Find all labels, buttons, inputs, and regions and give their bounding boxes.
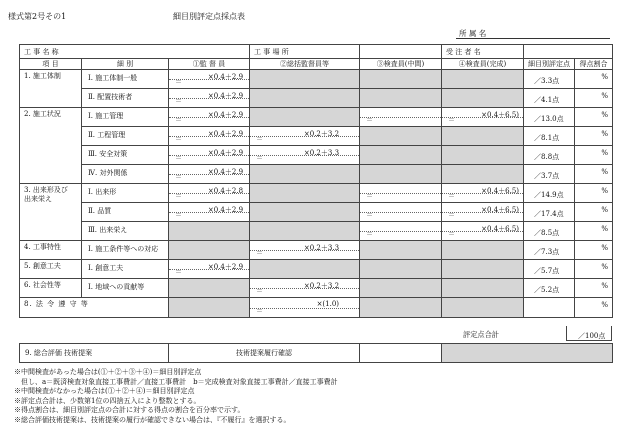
supervisor-equals: ＝ (175, 173, 182, 181)
supervisor-equals: ＝ (175, 154, 182, 162)
mid-equals: ＝ (366, 211, 374, 219)
score-ratio-cell[interactable] (575, 108, 613, 127)
detail-score-cell[interactable] (524, 260, 575, 279)
score-row (20, 89, 613, 108)
supervisor-cell[interactable] (169, 260, 250, 279)
general-line (250, 288, 359, 289)
supervisor-line (169, 136, 249, 137)
inspector-final-cell (442, 70, 524, 89)
sougo-select[interactable] (360, 344, 442, 363)
inspector-mid-cell (360, 241, 442, 260)
score-row (20, 298, 613, 318)
row-detail: Ⅱ. 配置技術者 (82, 89, 169, 108)
row-item: 1. 施工体制 (20, 70, 82, 108)
general-equals: ＝ (256, 135, 264, 143)
inspector-mid-cell (360, 279, 442, 298)
final-formula: ×0.4＋6.5) (481, 225, 520, 233)
general-supervisor-cell[interactable] (250, 298, 360, 318)
col-inspector-final: ④検査員(完成) (442, 59, 524, 70)
general-formula: ×0.2＋3.3 (303, 244, 340, 252)
info-row (20, 45, 613, 59)
percent-sign: % (601, 301, 609, 309)
note-line: ※中間検査があった場合は(①＋②＋③＋④)＝細目別評定点 (14, 368, 202, 376)
score-row (20, 222, 613, 241)
supervisor-line (169, 212, 249, 213)
supervisor-formula: ×0.4＋2.9 (207, 92, 244, 100)
mid-line (360, 117, 441, 118)
general-supervisor-cell (250, 222, 360, 241)
general-supervisor-cell (250, 89, 360, 108)
row-detail: Ⅲ. 安全対策 (82, 146, 169, 165)
supervisor-formula: ×0.4＋2.9 (207, 130, 244, 138)
inspector-final-cell (442, 89, 524, 108)
supervisor-cell[interactable] (169, 165, 250, 184)
general-equals: ＝ (256, 249, 264, 257)
supervisor-equals: ＝ (175, 116, 182, 124)
final-formula: ×0.4＋6.5) (481, 187, 520, 195)
supervisor-line (169, 269, 249, 270)
col-detail-score: 細目別評定点 (524, 59, 575, 70)
final-line (442, 193, 523, 194)
inspector-mid-cell[interactable] (360, 222, 442, 241)
row-detail: Ⅱ. 工程管理 (82, 127, 169, 146)
inspector-mid-cell[interactable] (360, 184, 442, 203)
note-line: ※評定点合計は、少数第1位の四捨五入により整数とする。 (14, 396, 201, 405)
final-formula: ×0.4＋6.5) (481, 206, 520, 214)
final-equals: ＝ (448, 116, 456, 124)
general-formula: ×0.2＋3.3 (303, 149, 340, 157)
general-supervisor-cell (250, 260, 360, 279)
score-ratio-cell[interactable] (575, 279, 613, 298)
general-supervisor-cell (250, 165, 360, 184)
general-supervisor-cell (250, 108, 360, 127)
note-line: ※得点割合は、細目別評定点の合計に対する得点の割合を百分率で示す。 (14, 406, 245, 414)
general-equals: ＝ (256, 287, 264, 295)
detail-score-unit: ／5.2点 (534, 286, 560, 294)
general-formula: ×0.2＋3.2 (303, 282, 340, 290)
detail-score-cell[interactable] (524, 241, 575, 260)
supervisor-line (169, 193, 249, 194)
row-detail: Ⅰ. 出来形 (82, 184, 169, 203)
percent-sign: % (601, 263, 609, 271)
score-ratio-cell[interactable] (575, 165, 613, 184)
supervisor-equals: ＝ (175, 135, 182, 143)
inspector-final-cell (442, 260, 524, 279)
col-item: 項 目 (20, 59, 82, 70)
inspector-final-cell[interactable] (442, 108, 524, 127)
mid-equals: ＝ (366, 230, 374, 238)
detail-score-unit: ／17.4点 (534, 210, 564, 218)
supervisor-equals: ＝ (175, 192, 182, 200)
supervisor-cell (169, 241, 250, 260)
row-item: 4. 工事特性 (20, 241, 82, 260)
score-ratio-cell[interactable] (575, 127, 613, 146)
row-item: 8. 法 令 遵 守 等 (20, 298, 169, 318)
score-ratio-cell[interactable] (575, 203, 613, 222)
inspector-final-cell[interactable] (442, 203, 524, 222)
inspector-final-cell (442, 298, 524, 318)
row-detail: Ⅰ. 施工体制一般 (82, 70, 169, 89)
score-row (20, 165, 613, 184)
percent-sign: % (601, 206, 609, 214)
supervisor-line (169, 174, 249, 175)
row-detail: Ⅰ. 地域への貢献等 (82, 279, 169, 298)
final-equals: ＝ (448, 230, 456, 238)
general-supervisor-cell (250, 70, 360, 89)
general-supervisor-cell[interactable] (250, 279, 360, 298)
supervisor-line (169, 79, 249, 80)
row-item: 5. 創意工夫 (20, 260, 82, 279)
row-detail: Ⅰ. 創意工夫 (82, 260, 169, 279)
detail-score-cell[interactable] (524, 203, 575, 222)
supervisor-cell[interactable] (169, 203, 250, 222)
detail-score-cell[interactable] (524, 70, 575, 89)
supervisor-cell[interactable] (169, 89, 250, 108)
detail-score-unit: ／4.1点 (534, 96, 560, 104)
supervisor-formula: ×0.4＋2.9 (207, 263, 244, 271)
score-ratio-cell[interactable] (575, 298, 613, 318)
detail-score-cell[interactable] (524, 298, 575, 318)
site-label: 工 事 場 所 (254, 47, 289, 56)
row-item: 6. 社会性等 (20, 279, 82, 298)
inspector-final-cell (442, 279, 524, 298)
score-row (20, 203, 613, 222)
supervisor-formula: ×0.4＋2.9 (207, 168, 244, 176)
score-ratio-cell[interactable] (575, 222, 613, 241)
inspector-final-cell[interactable] (442, 222, 524, 241)
inspector-final-cell (442, 165, 524, 184)
percent-sign: % (601, 225, 609, 233)
supervisor-formula: ×0.4＋2.9 (207, 111, 244, 119)
page-title: 細目別評定点採点表 (173, 12, 245, 21)
final-line (442, 212, 523, 213)
supervisor-formula: ×0.4＋2.9 (207, 149, 244, 157)
supervisor-cell[interactable] (169, 184, 250, 203)
detail-score-cell[interactable] (524, 222, 575, 241)
general-formula: ×0.2＋3.2 (303, 130, 340, 138)
general-equals: ＝ (256, 307, 264, 315)
supervisor-equals: ＝ (175, 268, 182, 276)
detail-score-unit: ／8.5点 (534, 229, 560, 237)
inspector-mid-cell[interactable] (360, 203, 442, 222)
detail-score-unit: ／8.8点 (534, 153, 560, 161)
percent-sign: % (601, 187, 609, 195)
detail-score-cell[interactable] (524, 146, 575, 165)
general-supervisor-cell (250, 184, 360, 203)
general-line (250, 155, 359, 156)
supervisor-cell[interactable] (169, 127, 250, 146)
detail-score-unit: ／8.1点 (534, 134, 560, 142)
detail-score-cell[interactable] (524, 108, 575, 127)
col-score-ratio: 得点割合 (575, 59, 613, 70)
row-detail: Ⅰ. 施工管理 (82, 108, 169, 127)
inspector-mid-cell (360, 89, 442, 108)
col-inspector-mid: ③検査員(中間) (360, 59, 442, 70)
score-row (20, 184, 613, 203)
general-equals: ＝ (256, 154, 264, 162)
score-row (20, 127, 613, 146)
supervisor-cell[interactable] (169, 70, 250, 89)
detail-score-unit: ／3.7点 (534, 172, 560, 180)
score-table (19, 44, 613, 318)
inspector-mid-cell (360, 165, 442, 184)
percent-sign: % (601, 244, 609, 252)
mid-line (360, 193, 441, 194)
mid-line (360, 231, 441, 232)
inspector-final-cell (442, 146, 524, 165)
general-line (250, 308, 359, 309)
column-header-row (20, 59, 613, 70)
score-ratio-cell[interactable] (575, 89, 613, 108)
sougo-blank (442, 344, 613, 363)
col-detail: 細 別 (82, 59, 169, 70)
note-line: ※中間検査がなかった場合は(①＋②＋④)＝細目別評定点 (14, 387, 195, 395)
general-line (250, 250, 359, 251)
score-ratio-cell[interactable] (575, 260, 613, 279)
project-name-label: 工 事 名 称 (24, 47, 59, 56)
row-detail: Ⅰ. 施工条件等への対応 (82, 241, 169, 260)
mid-line (360, 212, 441, 213)
detail-score-unit: ／5.7点 (534, 267, 560, 275)
row-item: 2. 施工状況 (20, 108, 82, 184)
percent-sign: % (601, 130, 609, 138)
sougo-label: 9. 総合評価 技術提案 (25, 349, 93, 357)
form-number: 様式第2号その1 (8, 12, 67, 21)
general-supervisor-cell[interactable] (250, 146, 360, 165)
detail-score-cell[interactable] (524, 89, 575, 108)
inspector-mid-cell (360, 298, 442, 318)
row-detail: Ⅱ. 品質 (82, 203, 169, 222)
detail-score-unit: ／7.3点 (534, 248, 560, 256)
score-ratio-cell[interactable] (575, 70, 613, 89)
inspector-final-cell (442, 127, 524, 146)
final-equals: ＝ (448, 192, 456, 200)
general-formula: ×(1.0) (316, 300, 340, 308)
notes (14, 368, 338, 425)
supervisor-formula: ×0.4＋2.9 (207, 206, 244, 214)
supervisor-cell (169, 222, 250, 241)
score-row (20, 279, 613, 298)
supervisor-line (169, 155, 249, 156)
score-ratio-cell[interactable] (575, 184, 613, 203)
inspector-mid-cell (360, 146, 442, 165)
row-detail: Ⅲ. 出来栄え (82, 222, 169, 241)
inspector-mid-cell (360, 127, 442, 146)
general-supervisor-cell (250, 203, 360, 222)
supervisor-equals: ＝ (175, 78, 182, 86)
total-unit: ／100点 (578, 332, 606, 340)
mid-equals: ＝ (366, 116, 374, 124)
percent-sign: % (601, 168, 609, 176)
supervisor-formula: ×0.4＋2.8 (207, 187, 244, 195)
inspector-mid-cell[interactable] (360, 108, 442, 127)
contractor-label: 受 注 者 名 (446, 47, 481, 56)
percent-sign: % (601, 73, 609, 81)
supervisor-cell (169, 279, 250, 298)
score-row (20, 241, 613, 260)
supervisor-equals: ＝ (175, 211, 182, 219)
supervisor-line (169, 117, 249, 118)
col-supervisor: ①監 督 員 (169, 59, 250, 70)
score-row (20, 70, 613, 89)
percent-sign: % (601, 111, 609, 119)
contractor-field[interactable] (524, 45, 613, 59)
inspector-final-cell (442, 241, 524, 260)
detail-score-cell[interactable] (524, 184, 575, 203)
supervisor-cell[interactable] (169, 146, 250, 165)
final-equals: ＝ (448, 211, 456, 219)
score-ratio-cell[interactable] (575, 241, 613, 260)
score-row (20, 146, 613, 165)
percent-sign: % (601, 149, 609, 157)
sougo-table (19, 343, 613, 363)
score-row (20, 260, 613, 279)
general-supervisor-cell[interactable] (250, 241, 360, 260)
general-supervisor-cell[interactable] (250, 127, 360, 146)
inspector-mid-cell (360, 70, 442, 89)
percent-sign: % (601, 92, 609, 100)
col-general-supervisor: ②総括監督員等 (250, 59, 360, 70)
detail-score-unit: ／14.9点 (534, 191, 564, 199)
detail-score-unit: ／3.3点 (534, 77, 560, 85)
total-label: 評定点合計 (463, 330, 499, 339)
affiliation-label: 所 属 名 (459, 29, 487, 38)
note-line: 但し、a＝既済検査対象直接工事費計／直接工事費計 b＝完成検査対象直接工事費計／直接工事費計 (14, 377, 338, 386)
score-row (20, 108, 613, 127)
supervisor-line (169, 98, 249, 99)
supervisor-equals: ＝ (175, 97, 182, 105)
row-detail: Ⅳ. 対外関係 (82, 165, 169, 184)
note-line: ※総合評価技術提案は、技術提案の履行が確認できない場合は、『不履行』を選択する。 (14, 415, 291, 424)
general-line (250, 136, 359, 137)
row-item: 3. 出来形及び 出来栄え (20, 184, 82, 241)
affiliation-field[interactable] (456, 38, 610, 39)
inspector-mid-cell (360, 260, 442, 279)
percent-sign: % (601, 282, 609, 290)
detail-score-cell[interactable] (524, 165, 575, 184)
inspector-final-cell[interactable] (442, 184, 524, 203)
detail-score-unit: ／13.0点 (534, 115, 564, 123)
final-line (442, 117, 523, 118)
supervisor-formula: ×0.4＋2.9 (207, 73, 244, 81)
sougo-confirm-label: 技術提案履行確認 (169, 344, 360, 363)
score-ratio-cell[interactable] (575, 146, 613, 165)
final-formula: ×0.4＋6.5) (481, 111, 520, 119)
mid-equals: ＝ (366, 192, 374, 200)
final-line (442, 231, 523, 232)
supervisor-cell (169, 298, 250, 318)
detail-score-cell[interactable] (524, 279, 575, 298)
supervisor-cell[interactable] (169, 108, 250, 127)
site-field[interactable] (360, 45, 442, 59)
detail-score-cell[interactable] (524, 127, 575, 146)
